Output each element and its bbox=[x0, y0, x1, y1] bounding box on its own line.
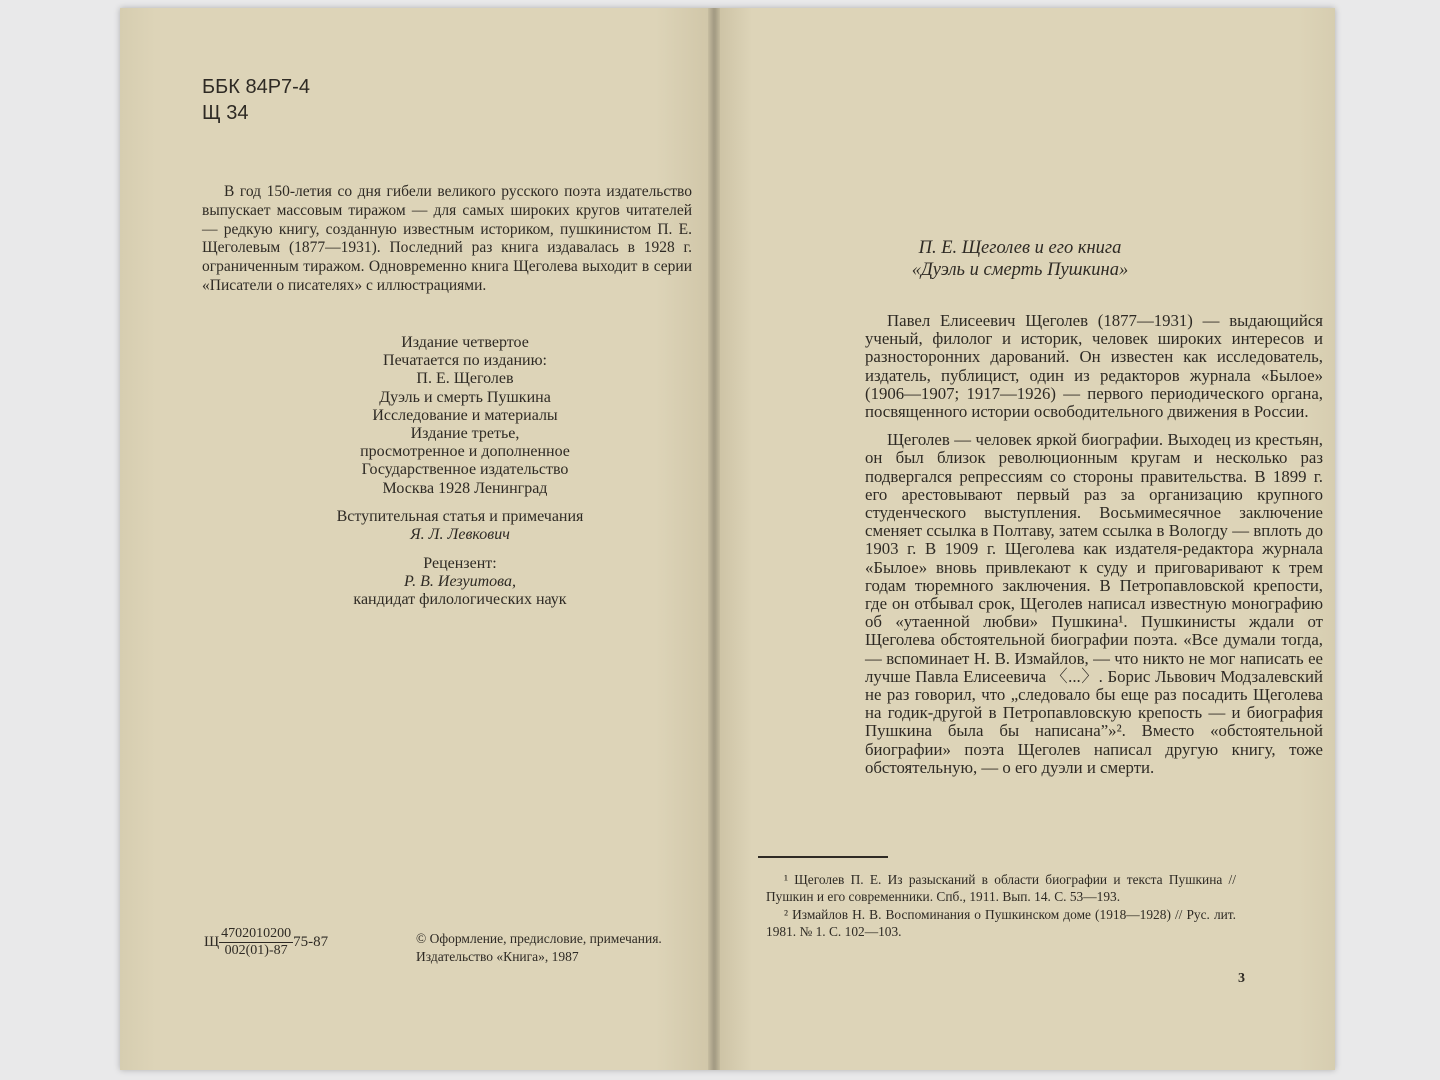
article-title-line: П. Е. Щеголев и его книга bbox=[918, 238, 1122, 258]
book-gutter bbox=[708, 8, 720, 1070]
copyright-notice bbox=[416, 930, 706, 966]
edition-line: Исследование и материалы bbox=[372, 406, 558, 424]
paragraph: Щеголев — человек яркой биографии. Выходец из крестьян, он был близок революционным кругам и несколько раз подвергался репрессиям со стороны правительства. В 1899 г. его арестовывают первый раз за организацию крупного студенческого выступления. Восьмимесячное заключение сменяет ссылка в Полтаву, затем ссылка в Вологду — вплоть до 1903 г. В 1909 г. Щеголева как издателя-редактора журнала «Былое» вновь привлекают к суду и приговаривают к трем годам тюремного заключения. В Петропавловской крепости, где он отбывал срок, Щеголев написал известную монографию об «утаенной любви» Пушкина¹. Пушкинисты ждали от Щеголева обстоятельной биографии поэта. «Все думали тогда, — вспоминает Н. В. Измайлов, — что никто не мог написать ее лучше Павла Елисеевича 〈...〉. Борис Львович Модзалевский не раз говорил, что „следовало бы еще раз посадить Щеголева на годик-другой в Петропавловскую крепость — и биография Пушкина была бы написана”»². Вместо «обстоятельной биографии» поэта Щеголев написал другую книгу, тоже обстоятельную, — о его дуэли и смерти. bbox=[865, 430, 1323, 777]
edition-line: Дуэль и смерть Пушкина bbox=[379, 388, 551, 406]
author-sign: Щ 34 bbox=[202, 102, 249, 124]
footnotes bbox=[766, 871, 1236, 941]
catalog-prefix: Щ bbox=[204, 933, 220, 950]
edition-line: просмотренное и дополненное bbox=[360, 443, 570, 461]
footnote: ² Измайлов Н. В. Воспоминания о Пушкинском доме (1918—1928) // Рус. лит. 1981. № 1. С. 102—103. bbox=[766, 907, 1236, 939]
footnote-divider bbox=[758, 856, 888, 858]
edition-line: Издание третье, bbox=[410, 425, 520, 443]
paragraph: Павел Елисеевич Щеголев (1877—1931) — выдающийся ученый, филолог и историк, человек широких интересов и разносторонних дарований. Он известен как исследователь, издатель, публицист, один из редакторов журнала «Былое» (1906—1907; 1917—1926) — первого периодического органа, посвященного истории освободительного движения в России. bbox=[865, 311, 1323, 422]
intro-credit bbox=[310, 508, 610, 544]
catalog-fraction bbox=[219, 926, 293, 959]
reviewer-credit bbox=[310, 555, 610, 610]
article-title-line: «Дуэль и смерть Пушкина» bbox=[911, 260, 1129, 280]
intro-credit-name: Я. Л. Левкович bbox=[410, 526, 510, 544]
edition-line: Москва 1928 Ленинград bbox=[382, 479, 548, 497]
annotation-text: В год 150-летия со дня гибели великого русского поэта издательство выпускает массовым тиражом — для самых широких кругов читателей — редкую книгу, созданную известным историком, пушкинистом П. Е. Щеголевым (1877—1931). Последний раз книга издавалась в 1928 г. ограниченным тиражом. Одновременно книга Щеголева выходит в серии «Писатели о писателях» с иллюстрациями. bbox=[202, 183, 692, 294]
edition-line: Государственное издательство bbox=[361, 461, 569, 479]
catalog-numerator: 4702010200 bbox=[221, 926, 292, 941]
article-title bbox=[830, 237, 1210, 281]
copyright-line: Издательство «Книга», 1987 bbox=[416, 949, 579, 964]
reviewer-label: Рецензент: bbox=[423, 555, 497, 572]
edition-line: Печатается по изданию: bbox=[383, 352, 547, 370]
bbk-index bbox=[202, 74, 310, 126]
article-body bbox=[865, 312, 1323, 787]
bbk-code: ББК 84Р7-4 bbox=[202, 76, 310, 98]
catalog-suffix: 75-87 bbox=[293, 933, 329, 950]
open-book bbox=[120, 8, 1335, 1070]
edition-info bbox=[335, 334, 595, 498]
left-page bbox=[120, 8, 715, 1070]
reviewer-name: Р. В. Иезуитова, bbox=[403, 573, 516, 591]
edition-line: Издание четвертое bbox=[401, 334, 529, 351]
catalog-denominator: 002(01)-87 bbox=[224, 943, 288, 958]
footnote: ¹ Щеголев П. Е. Из разысканий в области биографии и текста Пушкина // Пушкин и его современники. Спб., 1911. Вып. 14. С. 53—193. bbox=[766, 872, 1236, 904]
edition-line: П. Е. Щеголев bbox=[416, 370, 514, 388]
copyright-line: © Оформление, предисловие, примечания. bbox=[416, 931, 662, 946]
catalog-code bbox=[204, 926, 328, 959]
page-number: 3 bbox=[1238, 971, 1245, 986]
intro-credit-label: Вступительная статья и примечания bbox=[336, 508, 584, 525]
annotation bbox=[202, 183, 692, 296]
reviewer-title: кандидат филологических наук bbox=[353, 591, 567, 609]
